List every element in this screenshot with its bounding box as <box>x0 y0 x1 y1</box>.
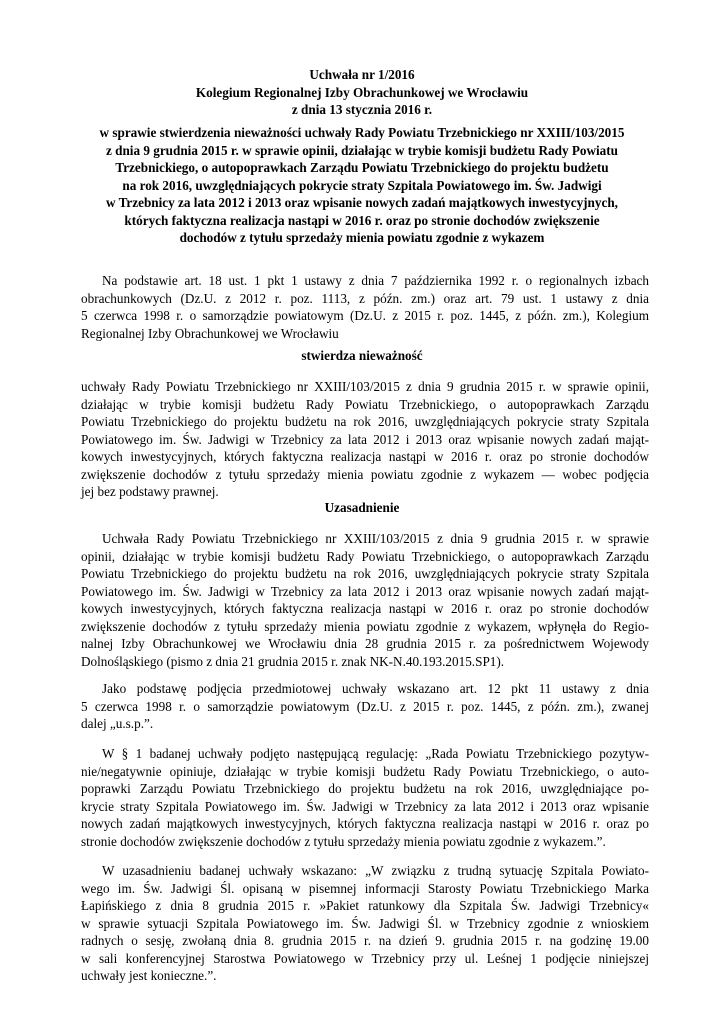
subject-line: Trzebnickiego, o autopoprawkach Zarządu Powiatu Trzebnickiego do projektu budżetu <box>115 160 609 175</box>
text-line: Uchwała Rady Powiatu Trzebnickiego nr XXIII/103/2015 z dnia 9 grudnia 2015 r. w sprawie <box>102 531 649 546</box>
justification-paragraph-2 <box>81 680 649 733</box>
text-line: radnych o sesję, zwołaną dnia 8. grudnia 2015 r. na dzień 9. grudnia 2015 r. na godzinę 19.00 <box>81 933 649 948</box>
text-line: poprawki Zarządu Powiatu Trzebnickiego do projektu budżetu na rok 2016, uwzględniające po- <box>81 781 649 796</box>
resolution-date: z dnia 13 stycznia 2016 r. <box>291 102 433 117</box>
text-line: Powiatowego im. Św. Jadwigi w Trzebnicy za lata 2012 i 2013 oraz wpisanie nowych zadań mająt- <box>81 431 649 447</box>
text-line: Regionalnej Izby Obrachunkowej we Wrocławiu <box>81 325 339 341</box>
text-line: kowych inwestycyjnych, których faktyczna realizacja nastąpi w 2016 r. oraz po stronie dochodów <box>81 601 649 616</box>
subject-line: na rok 2016, uwzględniających pokrycie straty Szpitala Powiatowego im. Św. Jadwigi <box>122 177 602 193</box>
text-line: stronie dochodów zwiększenie dochodów z tytułu sprzedaży mienia powiatu zgodnie z wykazem.”. <box>81 833 606 849</box>
subject-line: dochodów z tytułu sprzedaży mienia powiatu zgodnie z wykazem <box>179 230 545 245</box>
text-line: Na podstawie art. 18 ust. 1 pkt 1 ustawy z dnia 7 października 1992 r. o regionalnych izbach <box>102 273 649 288</box>
text-line: Powiatu Trzebnickiego do projektu budżetu na rok 2016, uwzględniających pokrycie straty Szpitala <box>81 566 649 581</box>
resolution-header <box>60 66 664 119</box>
text-line: opinii, działając w trybie komisji budżetu Rady Powiatu Trzebnickiego, o autopoprawkach Zarządu <box>81 548 649 564</box>
justification-paragraph-1 <box>81 530 649 670</box>
text-line: wego im. Św. Jadwigi Śl. opisaną w pisemnej informacji Starosty Powiatu Trzebnickiego Marka <box>81 880 649 896</box>
text-line: nowych zadań majątkowych inwestycyjnych, których faktyczna realizacja nastąpi w 2016 r. oraz po <box>81 816 649 831</box>
decision-paragraph <box>81 378 649 501</box>
text-line: Powiatu Trzebnickiego do projektu budżetu na rok 2016, uwzględniających pokrycie straty Szpitala <box>81 414 649 429</box>
text-line: w sali konferencyjnej Starostwa Powiatowego w Trzebnicy przy ul. Leśnej 1 podjęcie niniejszej <box>81 950 649 966</box>
decision-heading: stwierdza nieważność <box>301 348 423 363</box>
text-line: działając w trybie komisji budżetu Rady Powiatu Trzebnickiego, o autopoprawkach Zarządu <box>81 396 649 412</box>
text-line: uchwały Rady Powiatu Trzebnickiego nr XXIII/103/2015 z dnia 9 grudnia 2015 r. w sprawie opinii, <box>81 379 649 394</box>
issuing-body: Kolegium Regionalnej Izby Obrachunkowej we Wrocławiu <box>195 84 529 100</box>
preamble-paragraph <box>81 272 649 342</box>
text-line: zwiększenie dochodów z tytułu sprzedaży mienia powiatu zgodnie z wykazem, wpłynęła do Regio- <box>81 618 649 634</box>
justification-paragraph-3 <box>81 745 649 850</box>
text-line: Powiatowego im. Św. Jadwigi w Trzebnicy za lata 2012 i 2013 oraz wpisanie nowych zadań mająt- <box>81 583 649 599</box>
text-line: nalnej Izby Obrachunkowej we Wrocławiu dnia 28 grudnia 2015 r. za pośrednictwem Wojewody <box>81 636 649 651</box>
text-line: Dolnośląskiego (pismo z dnia 21 grudnia 2015 r. znak NK-N.40.193.2015.SP1). <box>81 653 505 669</box>
text-line: W § 1 badanej uchwały podjęto następującą regulację: „Rada Powiatu Trzebnickiego pozytyw- <box>102 746 649 761</box>
text-line: 5 czerwca 1998 r. o samorządzie powiatowym (Dz.U. z 2015 r. poz. 1445, z późn. zm.), Kolegium <box>81 308 649 323</box>
justification-heading: Uzasadnienie <box>324 500 400 515</box>
text-line: nie/negatywnie opiniuje, działając w trybie komisji budżetu Rady Powiatu Trzebnickiego, o auto- <box>81 763 649 779</box>
resolution-subject <box>60 124 664 247</box>
text-line: uchwały jest konieczne.”. <box>81 968 217 983</box>
text-line: 5 czerwca 1998 r. o samorządzie powiatowym (Dz.U. z 2015 r. poz. 1445, z późn. zm.), zwanej <box>81 698 649 714</box>
justification-paragraph-4 <box>81 862 649 985</box>
subject-line: w sprawie stwierdzenia nieważności uchwały Rady Powiatu Trzebnickiego nr XXIII/103/2015 <box>99 125 625 140</box>
text-line: kowych inwestycyjnych, których faktyczna realizacja nastąpi w 2016 r. oraz po stronie dochodów <box>81 449 649 464</box>
text-line: Jako podstawę podjęcia przedmiotowej uchwały wskazano art. 12 pkt 11 ustawy z dnia <box>102 681 649 696</box>
text-line: W uzasadnieniu badanej uchwały wskazano: „W związku z trudną sytuację Szpitala Powiato- <box>102 863 649 878</box>
subject-line: w Trzebnicy za lata 2012 i 2013 oraz wpisanie nowych zadań majątkowych inwestycyjnych, <box>106 195 618 210</box>
text-line: w sprawie sytuacji Szpitala Powiatowego im. Św. Jadwigi Śl. w Trzebnicy zgodnie z wnioskiem <box>81 915 649 931</box>
text-line: krycie straty Szpitala Powiatowego im. Św. Jadwigi w Trzebnicy za lata 2012 i 2013 oraz wpisanie <box>81 798 649 814</box>
text-line: jej bez podstawy prawnej. <box>81 484 219 499</box>
text-line: obrachunkowych (Dz.U. z 2012 r. poz. 1113, z późn. zm.) oraz art. 79 ust. 1 ustawy z dnia <box>81 290 649 306</box>
subject-line: których faktyczna realizacja nastąpi w 2016 r. oraz po stronie dochodów zwiększenie <box>124 212 600 228</box>
text-line: Łapińskiego z dnia 8 grudnia 2015 r. »Pakiet ratunkowy dla Szpitala Św. Jadwigi Trzebnicy« <box>81 898 649 913</box>
subject-line: z dnia 9 grudnia 2015 r. w sprawie opinii, działając w trybie komisji budżetu Rady Powiatu <box>105 142 619 158</box>
text-line: dalej „u.s.p.”. <box>81 716 154 731</box>
text-line: zwiększenie dochodów z tytułu sprzedaży mienia powiatu zgodnie z wykazem — wobec podjęcia <box>81 466 649 482</box>
resolution-number: Uchwała nr 1/2016 <box>309 67 415 82</box>
